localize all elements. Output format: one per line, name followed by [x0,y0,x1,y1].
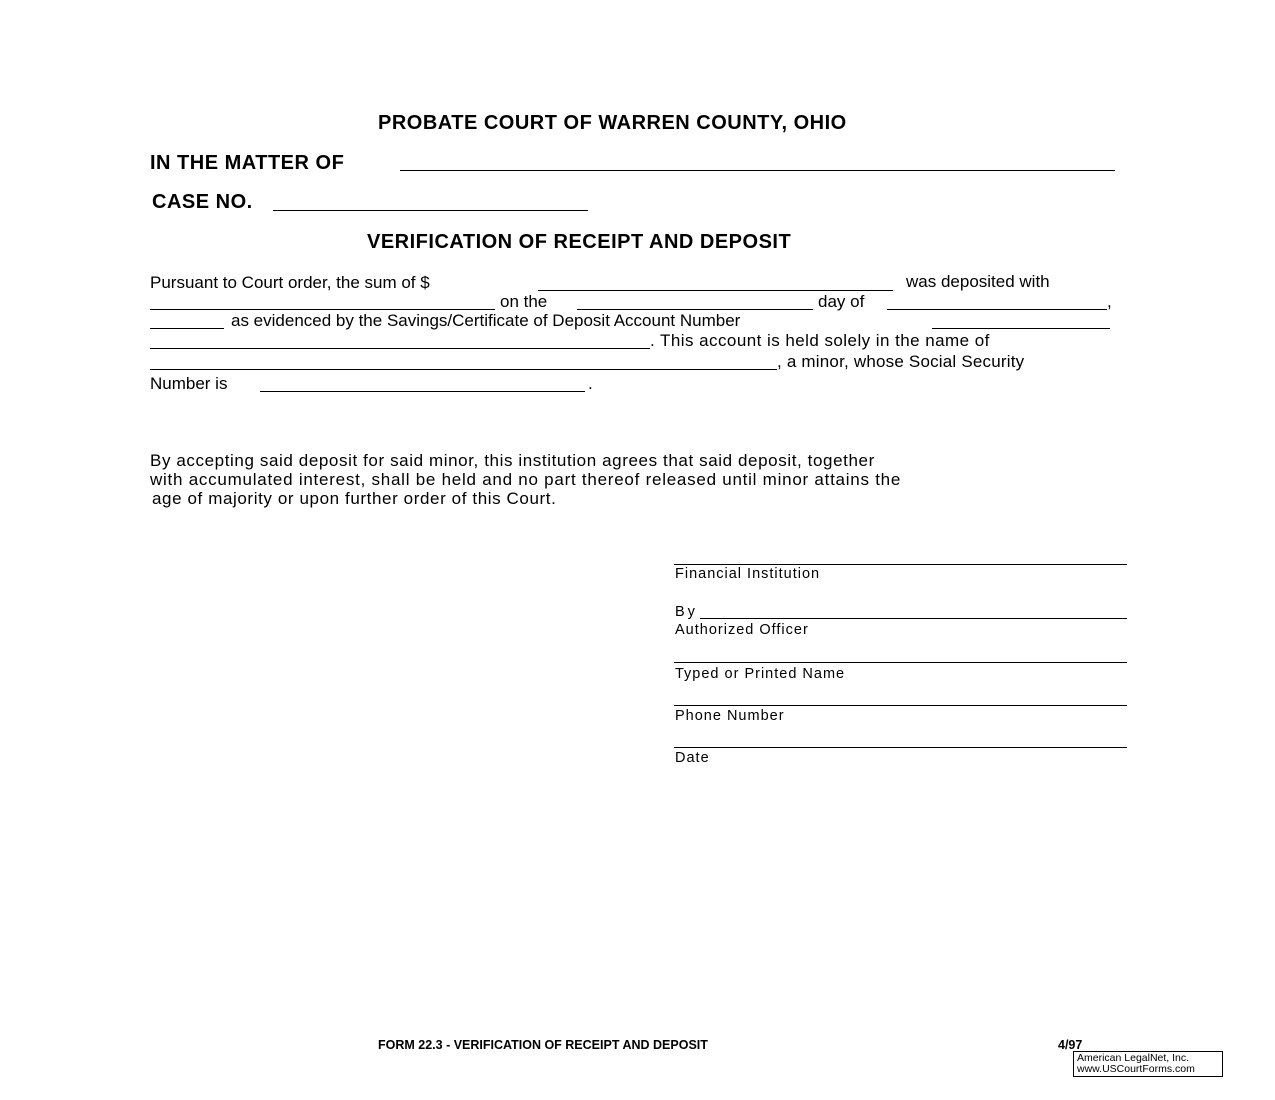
body-text: Number is [150,374,228,393]
sum-field[interactable] [538,290,893,291]
institution-signature-line[interactable] [674,564,1127,565]
case-number-field[interactable] [273,210,588,211]
revision-date: 4/97 [1058,1038,1083,1052]
day-field[interactable] [577,309,813,310]
form-title: VERIFICATION OF RECEIPT AND DEPOSIT [367,231,792,253]
printed-name-label: Typed or Printed Name [675,666,846,682]
body-text: , a minor, whose Social Security [777,352,1025,371]
institution-label: Financial Institution [675,566,821,582]
form-footer: FORM 22.3 - VERIFICATION OF RECEIPT AND DEPOSIT [378,1038,708,1052]
brand-name: American LegalNet, Inc. [1077,1052,1190,1064]
year-field[interactable] [150,328,224,329]
printed-name-line[interactable] [674,662,1127,663]
matter-label: IN THE MATTER OF [150,152,345,174]
body-text: . [588,374,593,393]
officer-signature-line[interactable] [700,618,1127,619]
court-heading: PROBATE COURT OF WARREN COUNTY, OHIO [378,112,847,134]
ssn-field[interactable] [260,391,585,392]
date-line[interactable] [674,747,1127,748]
matter-field[interactable] [400,170,1115,171]
account-number-field-cont[interactable] [150,348,650,349]
agreement-line: age of majority or upon further order of this Court. [152,489,557,508]
body-text: , [1107,292,1112,311]
brand-url: www.USCourtForms.com [1077,1063,1195,1075]
body-text: day of [818,292,865,311]
date-label: Date [675,750,710,766]
brand-box [1073,1051,1223,1077]
account-number-field[interactable] [932,328,1110,329]
minor-name-field[interactable] [150,369,777,370]
phone-label: Phone Number [675,708,785,724]
agreement-line: with accumulated interest, shall be held and no part thereof released until minor attains the [150,470,902,489]
case-label: CASE NO. [152,191,253,213]
officer-label: Authorized Officer [675,622,809,638]
body-text: on the [500,292,548,311]
body-text: was deposited with [906,272,1050,291]
phone-line[interactable] [674,705,1127,706]
institution-field[interactable] [150,309,495,310]
agreement-line: By accepting said deposit for said minor, this institution agrees that said deposit, together [150,451,875,470]
body-text: Pursuant to Court order, the sum of $ [150,273,430,292]
by-label: By [675,604,698,620]
body-text: as evidenced by the Savings/Certificate of Deposit Account Number [231,311,741,330]
body-text: . This account is held solely in the name of [650,331,990,350]
month-field[interactable] [887,309,1107,310]
